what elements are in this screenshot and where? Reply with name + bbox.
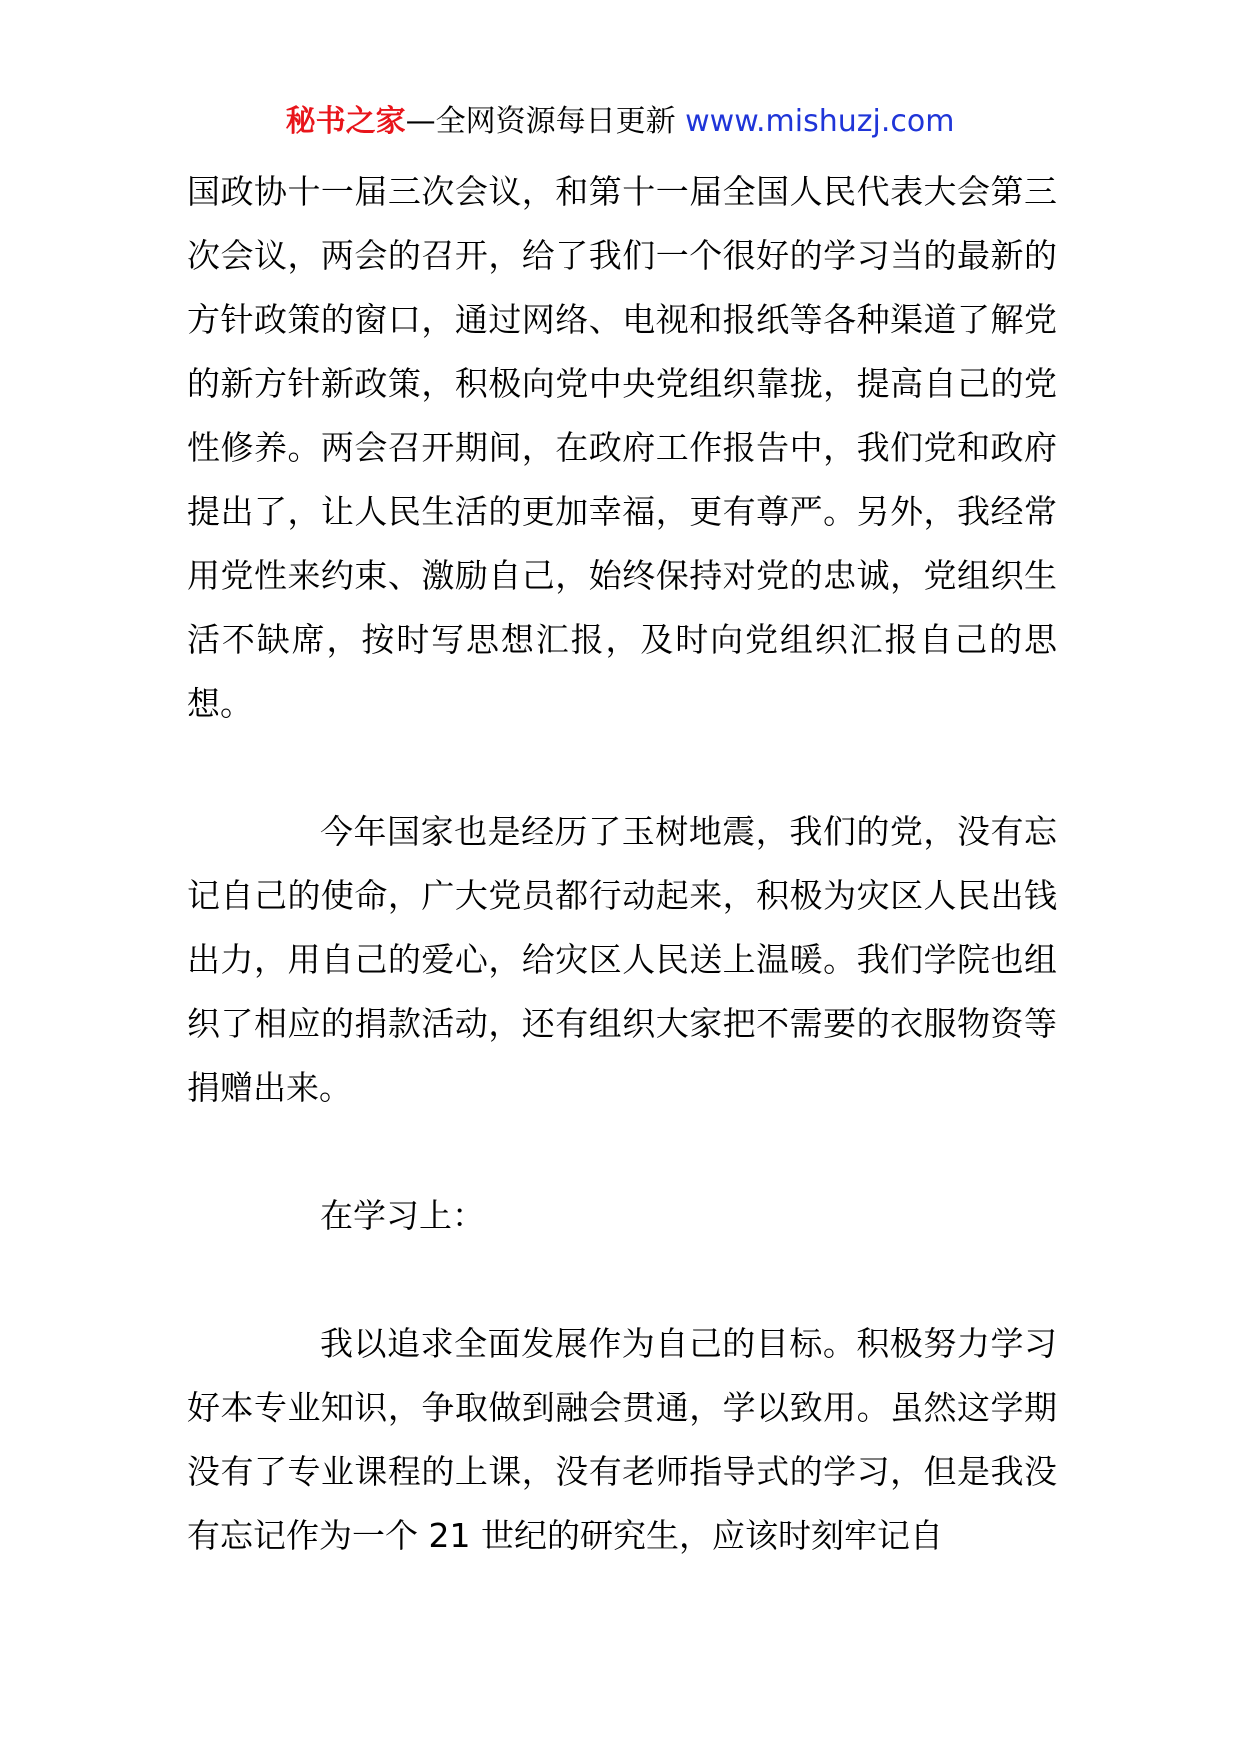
document-body	[187, 160, 1057, 1568]
paragraph-earthquake-relief: 今年国家也是经历了玉树地震，我们的党，没有忘记自己的使命，广大党员都行动起来，积极为灾区人民出钱出力，用自己的爱心，给灾区人民送上温暖。我们学院也组织了相应的捐款活动，还有组织大家把不需要的衣服物资等捐赠出来。	[187, 812, 1057, 1107]
section-heading-study: 在学习上：	[320, 1196, 485, 1235]
site-brand: 秘书之家	[285, 104, 406, 139]
paragraph-party-conference: 国政协十一届三次会议，和第十一届全国人民代表大会第三次会议，两会的召开，给了我们一个很好的学习当的最新的方针政策的窗口，通过网络、电视和报纸等各种渠道了解党的新方针新政策，积极向党中央党组织靠拢，提高自己的党性修养。两会召开期间，在政府工作报告中，我们党和政府提出了，让人民生活的更加幸福，更有尊严。另外，我经常用党性来约束、激励自己，始终保持对党的忠诚，党组织生活不缺席，按时写思想汇报，及时向党组织汇报自己的思想。	[187, 172, 1057, 723]
paragraph-study-goals: 我以追求全面发展作为自己的目标。积极努力学习好本专业知识，争取做到融会贯通，学以致用。虽然这学期没有了专业课程的上课，没有老师指导式的学习，但是我没有忘记作为一个 21 世纪的研究生，应该时刻牢记自	[187, 1324, 1057, 1555]
site-tagline: —全网资源每日更新	[405, 104, 686, 139]
site-url-link[interactable]: www.mishuzj.com	[685, 104, 955, 139]
site-header	[0, 102, 1240, 142]
